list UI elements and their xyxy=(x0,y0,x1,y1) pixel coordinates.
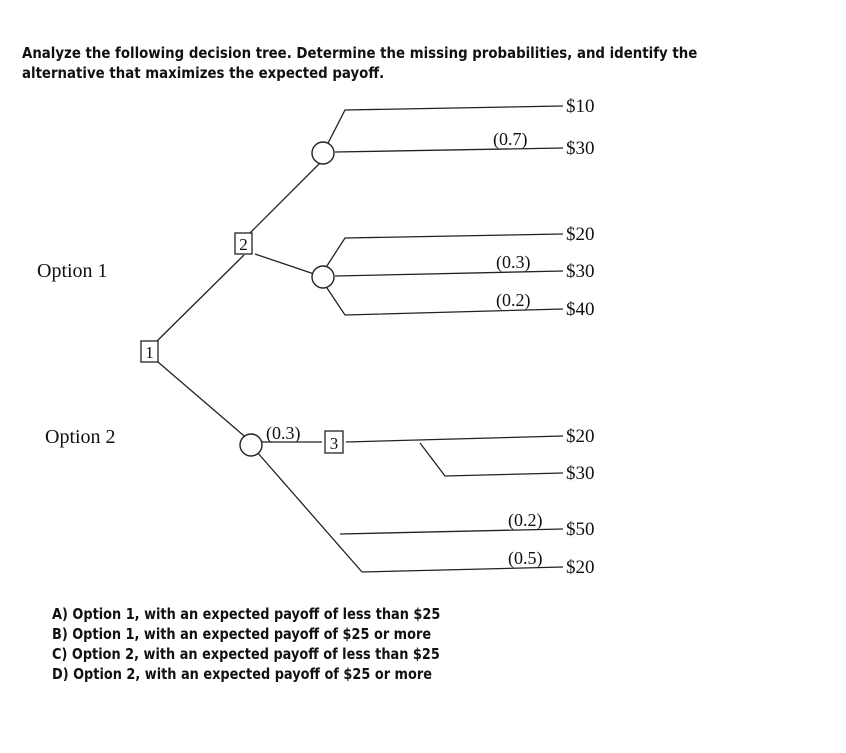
chance-node-option2 xyxy=(240,434,262,456)
probability-a2: (0.7) xyxy=(493,129,528,149)
edge-a2 xyxy=(335,148,563,152)
payoff-d2: $20 xyxy=(566,557,595,578)
option-2-label: Option 2 xyxy=(45,426,116,448)
answer-choices xyxy=(52,604,504,684)
payoff-c2: $30 xyxy=(566,463,595,484)
decision-node-2-label: 2 xyxy=(239,235,248,254)
edge-3-c1 xyxy=(346,436,563,442)
probability-d1: (0.2) xyxy=(508,510,543,530)
payoff-d1: $50 xyxy=(566,519,595,540)
choice-a[interactable]: A) Option 1, with an expected payoff of less than $25 xyxy=(52,605,441,623)
edge-1-to-chance-option2 xyxy=(158,362,250,441)
chance-node-mid xyxy=(312,266,334,288)
probability-b2: (0.3) xyxy=(496,252,531,272)
choice-b[interactable]: B) Option 1, with an expected payoff of $25 or more xyxy=(52,625,432,643)
question-line-2: alternative that maximizes the expected payoff. xyxy=(22,64,385,82)
payoff-b1: $20 xyxy=(566,224,595,245)
payoff-b2: $30 xyxy=(566,261,595,282)
decision-node-3-label: 3 xyxy=(329,434,339,453)
chance-node-top xyxy=(312,142,334,164)
question-line-1: Analyze the following decision tree. Determine the missing probabilities, and identify the xyxy=(22,44,698,62)
payoff-a1: $10 xyxy=(566,96,595,117)
edge-3-c2 xyxy=(420,443,563,476)
payoff-b3: $40 xyxy=(566,299,595,320)
probability-d2: (0.5) xyxy=(508,548,543,568)
payoff-c1: $20 xyxy=(566,426,595,447)
edge-chance-d-trunk xyxy=(257,452,362,572)
option-1-label: Option 1 xyxy=(37,260,108,282)
decision-node-1-label: 1 xyxy=(145,343,154,362)
probability-b3: (0.2) xyxy=(496,290,531,310)
choice-c[interactable]: C) Option 2, with an expected payoff of less than $25 xyxy=(52,645,440,663)
choice-d[interactable]: D) Option 2, with an expected payoff of $25 or more xyxy=(52,665,432,683)
payoff-a2: $30 xyxy=(566,138,595,159)
edge-1-to-2 xyxy=(155,255,244,343)
probability-option2-branch: (0.3) xyxy=(266,423,301,443)
edge-2-to-chance-top xyxy=(250,160,323,233)
